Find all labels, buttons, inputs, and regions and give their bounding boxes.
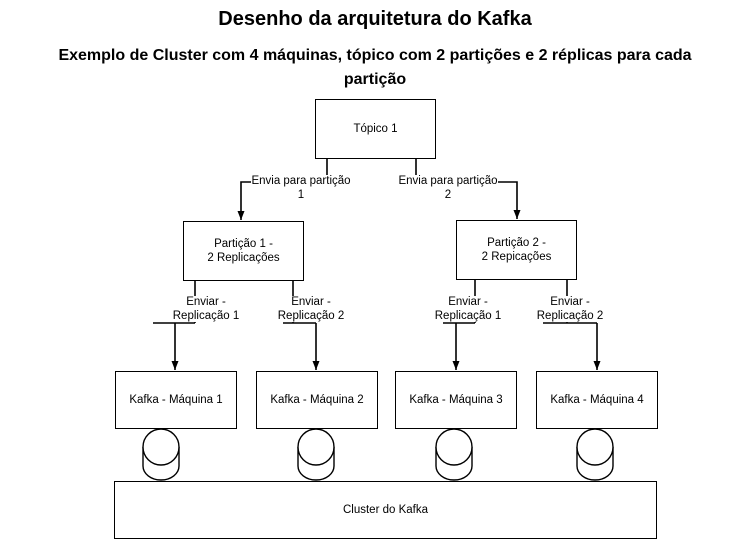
node-kafka-machine-1 (115, 371, 237, 429)
edge-label-line1: Enviar - (291, 296, 331, 308)
node-partition-1-label-line2: 2 Replicações (207, 252, 280, 264)
database-cylinder-icon (143, 429, 179, 480)
database-cylinder-icon (577, 429, 613, 480)
edge-partition2-to-machine3 (443, 280, 475, 370)
node-topic-1 (315, 99, 436, 159)
node-kafka-machine-3-label: Kafka - Máquina 3 (409, 394, 503, 406)
node-kafka-machine-4-label: Kafka - Máquina 4 (550, 394, 644, 406)
edge-label-line1: Enviar - (448, 296, 488, 308)
edge-label-line1: Enviar - (550, 296, 590, 308)
node-partition-2 (456, 220, 577, 280)
node-kafka-machine-3 (395, 371, 517, 429)
node-partition-2-label-line2: 2 Repicações (481, 251, 552, 263)
edge-label-envia-particao-1: Envia para partição 1 (251, 175, 351, 201)
edge-label-line2: Replicação 2 (536, 309, 604, 322)
edge-topic-to-partition2 (416, 159, 517, 219)
node-kafka-cluster-label: Cluster do Kafka (342, 504, 428, 516)
edge-label-p2-replica-2 (530, 296, 610, 322)
edge-label-p2-replica-1 (428, 296, 508, 322)
edge-partition2-to-machine4 (543, 280, 597, 370)
edge-label-p1-replica-2 (271, 296, 351, 322)
database-cylinder-icon (436, 429, 472, 480)
diagram-subtitle-line1: Exemplo de Cluster com 4 máquinas, tópico com 2 partições e 2 réplicas para cada (58, 47, 692, 64)
node-kafka-cluster (114, 481, 657, 539)
edge-label-line2: Replicação 1 (434, 309, 502, 322)
node-kafka-machine-4 (536, 371, 658, 429)
edge-label-line2: Replicação 1 (172, 309, 240, 322)
edge-label-line2: Replicação 2 (277, 309, 345, 322)
edge-topic-to-partition1 (241, 159, 327, 220)
diagram-title: Desenho da arquitetura do Kafka (218, 8, 532, 30)
node-kafka-machine-2 (256, 371, 378, 429)
diagram-subtitle-line2: partição (343, 71, 407, 88)
edge-label-p1-replica-1 (166, 296, 246, 322)
node-topic-1-label: Tópico 1 (353, 123, 398, 135)
node-partition-2-label-line1: Partição 2 - (487, 237, 546, 249)
edge-partition1-to-machine2 (283, 281, 316, 370)
edge-label-envia-particao-2: Envia para partição 2 (398, 175, 498, 201)
node-partition-1-label-line1: Partição 1 - (214, 238, 273, 250)
edge-label-line1: Enviar - (186, 296, 226, 308)
node-kafka-machine-2-label: Kafka - Máquina 2 (270, 394, 364, 406)
node-kafka-machine-1-label: Kafka - Máquina 1 (129, 394, 223, 406)
node-partition-1 (183, 221, 304, 281)
database-cylinder-icon (298, 429, 334, 480)
edge-partition1-to-machine1 (153, 281, 195, 370)
